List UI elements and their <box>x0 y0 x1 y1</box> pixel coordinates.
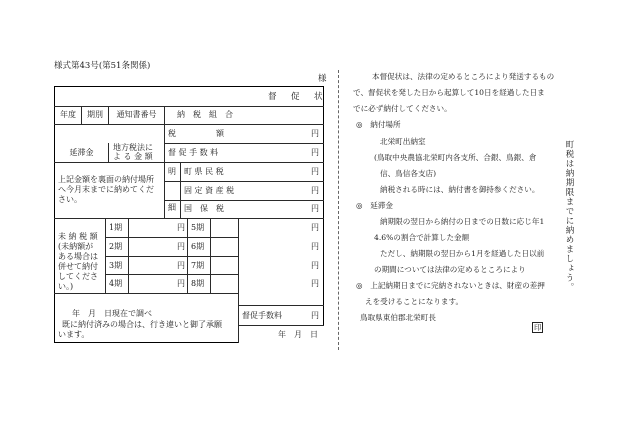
place-line: 納税される時には、納付書を御持参ください。 <box>380 185 540 194</box>
late-line: 納期限の翌日から納付の日までの日数に応じ年1 <box>380 217 545 226</box>
unpaid-label: 併せて納付 <box>58 262 98 271</box>
late-line: 4.6%の割合で計算した金額 <box>374 233 470 242</box>
period-1: 1期 <box>109 223 123 232</box>
seizure-warning: ◎ 上記納期日までに完納されないときは、財産の差押 <box>356 281 545 290</box>
yen-mark: 円 <box>311 279 319 288</box>
label-town-tax: 町 県 民 税 <box>184 167 224 176</box>
period-3: 3期 <box>109 261 123 270</box>
yen-mark: 円 <box>311 204 319 213</box>
period-4: 4期 <box>109 279 123 288</box>
notice-paragraph: 本督促状は、法律の定めるところにより発送するもの <box>372 72 555 81</box>
late-heading: ◎ 延滞金 <box>356 201 394 210</box>
form-number: 様式第43号(第51条関係) <box>54 61 151 71</box>
period-2: 2期 <box>109 242 123 251</box>
yen-mark: 円 <box>311 167 319 176</box>
label-local-tax-law: よ る 金 額 <box>113 152 153 161</box>
yen-mark: 円 <box>311 242 319 251</box>
place-line: 北栄町出納室 <box>380 137 426 146</box>
fold-line <box>338 70 339 350</box>
header-period: 期別 <box>87 110 103 119</box>
label-dunning-fee: 督 促 手 数 料 <box>168 148 219 157</box>
label-late-fee: 延滞金 <box>69 148 94 157</box>
mayor-name: 鳥取県東伯郡北栄町長 <box>360 313 436 322</box>
yen-mark: 円 <box>311 148 319 157</box>
payment-instruction: へ今月末までに納めてくだ <box>58 185 154 194</box>
checked-date-note: 年 月 日現在で調べ <box>72 309 152 318</box>
addressee-suffix: 様 <box>318 74 327 84</box>
late-line: の期間については法律の定めるところにより <box>374 265 526 274</box>
yen-mark: 円 <box>311 129 319 138</box>
label-tax-amount: 税 額 <box>168 129 224 138</box>
yen-mark: 円 <box>177 242 185 251</box>
header-notice-no: 通知書番号 <box>116 110 157 119</box>
notice-paragraph: でに必ず納付してください。 <box>353 104 452 113</box>
period-5: 5期 <box>191 223 205 232</box>
checked-date-note: 既に納付済みの場合は、行き違いと御了承願 <box>62 320 222 329</box>
late-line: ただし、納期限の翌日から1月を経過した日以前 <box>380 249 545 258</box>
place-line: (鳥取中央農協北栄町内各支所、合銀、鳥銀、倉 <box>374 153 537 162</box>
header-year: 年度 <box>60 110 76 119</box>
payment-instruction: 上記金額を裏面の納付場所 <box>58 175 154 184</box>
yen-mark: 円 <box>177 223 185 232</box>
breakdown-label: 細 <box>168 203 176 212</box>
breakdown-label: 明 <box>168 167 176 176</box>
yen-mark: 円 <box>311 311 319 320</box>
label-dunning-fee-short: 督促手数料 <box>242 311 282 320</box>
seal-text: 印 <box>534 323 542 332</box>
label-local-tax-law: 地方税法に <box>113 143 153 152</box>
unpaid-label: (未納額が <box>58 242 94 251</box>
unpaid-label: ある場合は <box>58 252 98 261</box>
place-heading: ◎ 納付場所 <box>356 120 401 129</box>
payment-instruction: さい。 <box>58 195 82 204</box>
seal-box <box>532 322 543 333</box>
unpaid-label: 未 納 税 額 <box>58 232 98 241</box>
unpaid-label: い。) <box>58 282 74 291</box>
form-title: 督 促 状 <box>268 92 326 102</box>
yen-mark: 円 <box>311 261 319 270</box>
yen-mark: 円 <box>177 261 185 270</box>
notice-paragraph: で、督促状を発した日から起算して10日を経過した日ま <box>353 88 545 97</box>
seizure-warning: えを受けることになります。 <box>365 297 464 306</box>
place-line: 信、鳥信各支店) <box>380 169 437 178</box>
header-tax-category: 納 税 組 合 <box>177 110 233 119</box>
checked-date-note: います。 <box>58 330 90 339</box>
period-6: 6期 <box>191 242 205 251</box>
period-7: 7期 <box>191 261 205 270</box>
issue-date: 年 月 日 <box>278 330 318 339</box>
yen-mark: 円 <box>177 279 185 288</box>
vertical-reminder: 町税は納期限までに納めましょう。 <box>564 140 574 292</box>
label-health-tax: 国 保 税 <box>184 204 224 213</box>
unpaid-label: してくださ <box>58 272 98 281</box>
label-property-tax: 固 定 資 産 税 <box>184 186 235 195</box>
yen-mark: 円 <box>311 186 319 195</box>
yen-mark: 円 <box>311 223 319 232</box>
period-8: 8期 <box>191 279 205 288</box>
